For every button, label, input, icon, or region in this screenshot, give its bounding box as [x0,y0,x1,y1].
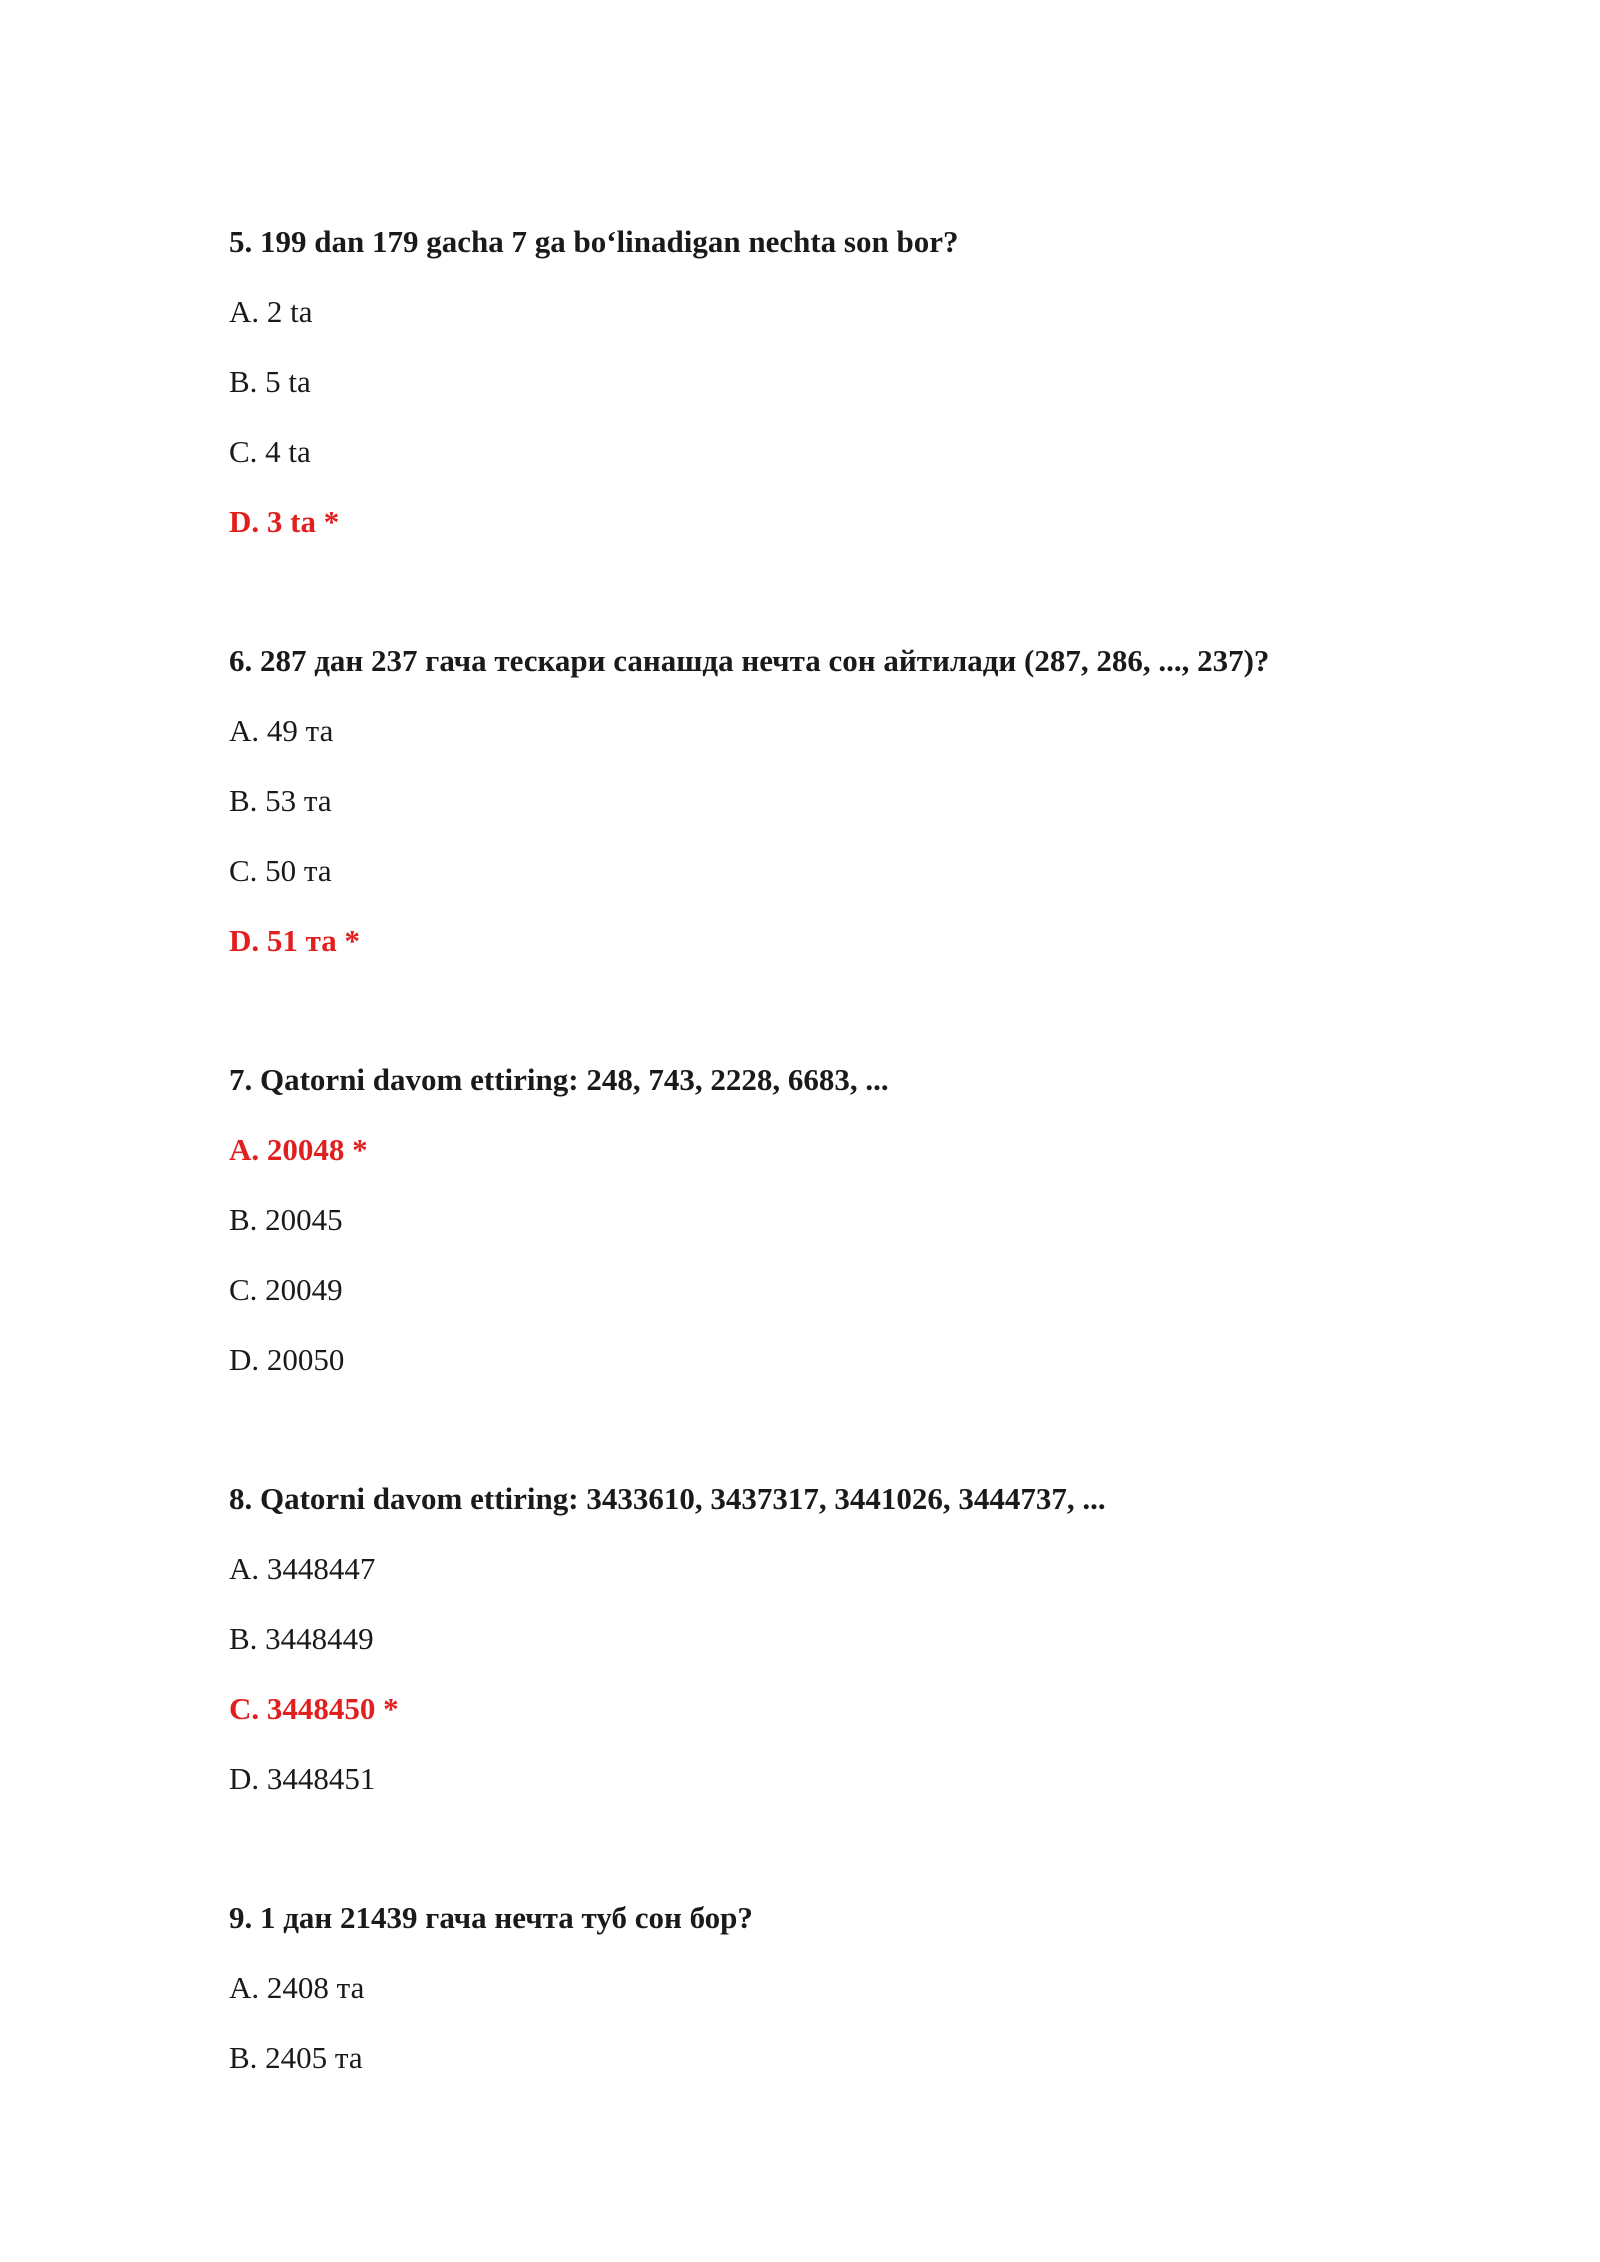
question-text: 8. Qatorni davom ettiring: 3433610, 3437317, 3441026, 3444737, ... [229,1481,1106,1516]
answer-option-a: A. 2 ta [229,294,313,329]
answer-option-a-correct: A. 20048 * [229,1132,368,1167]
question-text: 9. 1 дан 21439 гача нечта туб сон бор? [229,1900,753,1935]
answer-option-d: D. 20050 [229,1342,345,1377]
question-text: 7. Qatorni davom ettiring: 248, 743, 2228, 6683, ... [229,1062,889,1097]
answer-option-b: B. 2405 та [229,2040,363,2075]
answer-option-a: A. 3448447 [229,1551,376,1586]
answer-option-b: B. 3448449 [229,1621,374,1656]
answer-option-d: D. 3448451 [229,1761,376,1796]
answer-option-b: B. 5 ta [229,364,311,399]
question-text: 6. 287 дан 237 гача тескари санашда нечта сон айтилади (287, 286, ..., 237)? [229,643,1270,678]
answer-option-b: B. 20045 [229,1202,343,1237]
answer-option-c-correct: C. 3448450 * [229,1691,399,1726]
answer-option-a: A. 49 та [229,713,334,748]
question-text: 5. 199 dan 179 gacha 7 ga bo‘linadigan nechta son bor? [229,224,959,259]
answer-option-c: C. 20049 [229,1272,343,1307]
answer-option-a: A. 2408 та [229,1970,365,2005]
answer-option-c: C. 4 ta [229,434,311,469]
answer-option-c: C. 50 та [229,853,332,888]
answer-option-b: B. 53 та [229,783,332,818]
answer-option-d-correct: D. 51 та * [229,923,360,958]
answer-option-d-correct: D. 3 ta * [229,504,340,539]
